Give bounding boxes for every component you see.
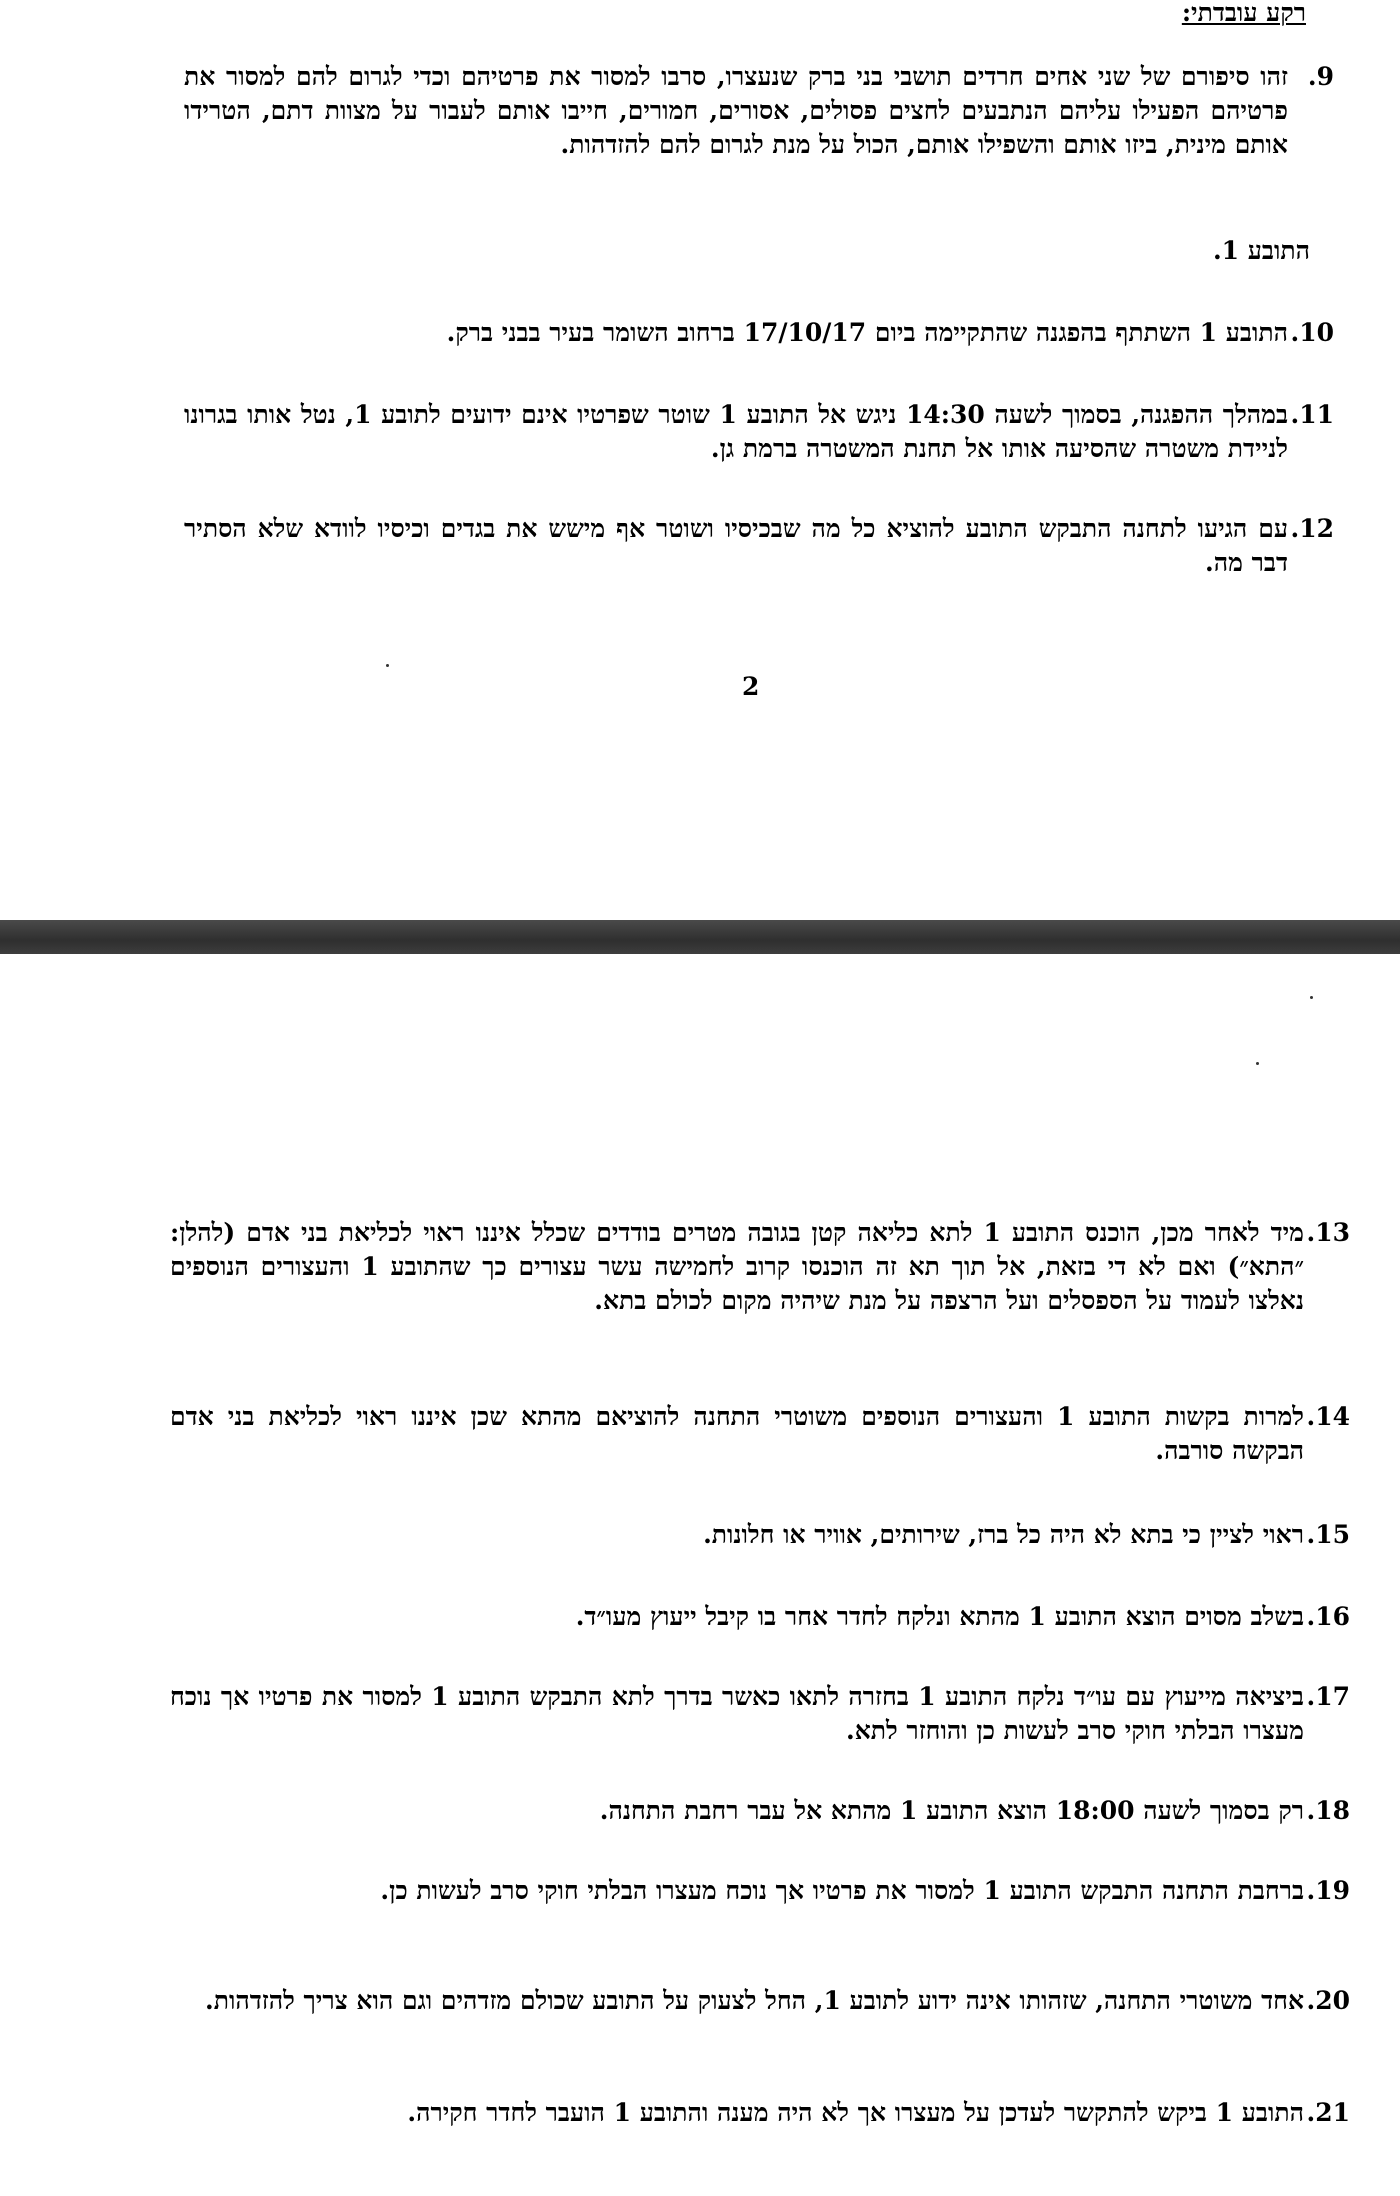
scan-speck bbox=[386, 664, 389, 667]
paragraph-21 bbox=[170, 2096, 1350, 2130]
paragraph-number: 15. bbox=[1306, 1520, 1350, 1549]
paragraph-19 bbox=[170, 1874, 1350, 1908]
paragraph-11 bbox=[184, 398, 1334, 466]
paragraph-10 bbox=[254, 316, 1334, 350]
paragraph-text: בשלב מסוים הוצא התובע 1 מהתא ונלקח לחדר אחר בו קיבל ייעוץ מעו״ד. bbox=[575, 1602, 1304, 1631]
paragraph-text: רק בסמוך לשעה 18:00 הוצא התובע 1 מהתא אל עבר רחבת התחנה. bbox=[599, 1796, 1304, 1825]
scan-speck bbox=[1256, 1062, 1259, 1065]
paragraph-text: למרות בקשות התובע 1 והעצורים הנוספים משוטרי התחנה להוציאם מהתא שכן איננו ראוי לכליאת בני אדם הבקשה סורבה. bbox=[170, 1402, 1304, 1465]
paragraph-number: 18. bbox=[1306, 1796, 1350, 1825]
paragraph-12 bbox=[184, 512, 1334, 580]
paragraph-17 bbox=[170, 1680, 1350, 1748]
paragraph-text: ברחבת התחנה התבקש התובע 1 למסור את פרטיו אך נוכח מעצרו הבלתי חוקי סרב לעשות כן. bbox=[380, 1876, 1304, 1905]
page-separator bbox=[0, 920, 1400, 954]
document-page-bottom bbox=[0, 954, 1400, 2196]
paragraph-number: 13. bbox=[1306, 1218, 1350, 1247]
paragraph-13 bbox=[170, 1216, 1350, 1318]
paragraph-number: 16. bbox=[1306, 1602, 1350, 1631]
paragraph-text: ביציאה מייעוץ עם עו״ד נלקח התובע 1 בחזרה לתאו כאשר בדרך לתא התבקש התובע 1 למסור את פרטיו אך נוכח מעצרו הבלתי חוקי סרב לעשות כן והוחזר לתא. bbox=[170, 1682, 1304, 1745]
page-number: 2 bbox=[742, 672, 760, 701]
paragraph-text: זהו סיפורם של שני אחים חרדים תושבי בני ברק שנעצרו, סרבו למסור את פרטיהם וכדי לגרום להם למסור את פרטיהם הפעילו עליהם הנתבעים לחצים פסולים, אסורים, חמורים, חייבו אותם לעבור על מצוות דתם, הטרידו אותם מינית, ביזו אותם והשפילו אותם, הכול על מנת לגרום להם להזדהות. bbox=[184, 62, 1288, 159]
paragraph-number: 17. bbox=[1306, 1682, 1350, 1711]
paragraph-number: 14. bbox=[1306, 1402, 1350, 1431]
section-heading: רקע עובדתי: bbox=[1181, 0, 1306, 27]
paragraph-text: אחד משוטרי התחנה, שזהותו אינה ידוע לתובע 1, החל לצעוק על התובע שכולם מזדהים וגם הוא צריך להזדהות. bbox=[205, 1986, 1304, 2015]
paragraph-text: במהלך ההפגנה, בסמוך לשעה 14:30 ניגש אל התובע 1 שוטר שפרטיו אינם ידועים לתובע 1, נטל אותו בגרונו לניידת משטרה שהסיעה אותו אל תחנת המשטרה ברמת גן. bbox=[184, 400, 1289, 463]
paragraph-number: 12. bbox=[1290, 514, 1334, 543]
paragraph-number: 10. bbox=[1290, 318, 1334, 347]
paragraph-text: התובע 1 השתתף בהפגנה שהתקיימה ביום 17/10/17 ברחוב השומר בעיר בבני ברק. bbox=[446, 318, 1288, 347]
document-page-top bbox=[0, 0, 1400, 920]
paragraph-text: עם הגיעו לתחנה התבקש התובע להוציא כל מה שבכיסיו ושוטר אף מישש את בגדים וכיסיו לוודא שלא הסתיר דבר מה. bbox=[184, 514, 1288, 577]
paragraph-20 bbox=[170, 1984, 1350, 2018]
paragraph-number: 19. bbox=[1306, 1876, 1350, 1905]
paragraph-number: 20. bbox=[1306, 1986, 1350, 2015]
paragraph-text: ראוי לציין כי בתא לא היה כל ברז, שירותים, אוויר או חלונות. bbox=[703, 1520, 1304, 1549]
paragraph-14 bbox=[170, 1400, 1350, 1468]
paragraph-text: התובע 1 ביקש להתקשר לעדכן על מעצרו אך לא היה מענה והתובע 1 הועבר לחדר חקירה. bbox=[407, 2098, 1304, 2127]
scan-speck bbox=[1310, 996, 1313, 999]
paragraph-16 bbox=[170, 1600, 1350, 1634]
paragraph-9 bbox=[184, 60, 1334, 162]
section-subheading: התובע 1. bbox=[1212, 236, 1310, 265]
paragraph-number: 9. bbox=[1307, 62, 1334, 91]
paragraph-number: 11. bbox=[1290, 400, 1334, 429]
paragraph-15 bbox=[170, 1518, 1350, 1552]
paragraph-18 bbox=[170, 1794, 1350, 1828]
paragraph-text: מיד לאחר מכן, הוכנס התובע 1 לתא כליאה קטן בגובה מטרים בודדים שכלל איננו ראוי לכליאת בני אדם (להלן: ״התא״) ואם לא די בזאת, אל תוך תא זה הוכנסו קרוב לחמישה עשר עצורים כך שהתובע 1 והעצורים הנוספים נאלצו לעמוד על הספסלים ועל הרצפה על מנת שיהיה מקום לכולם בתא. bbox=[170, 1218, 1305, 1315]
paragraph-number: 21. bbox=[1306, 2098, 1350, 2127]
